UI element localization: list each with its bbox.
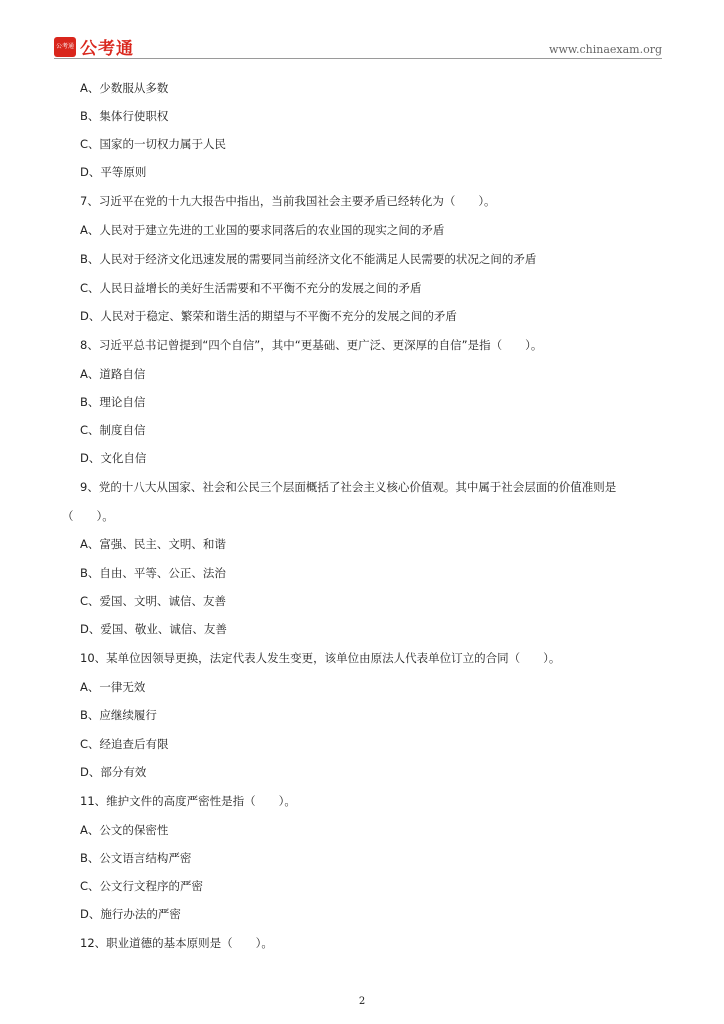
option-line: C、公文行文程序的严密 [80, 879, 204, 893]
option-line: C、经追查后有限 [80, 737, 169, 751]
option-line: D、文化自信 [80, 451, 147, 465]
page-number: 2 [358, 996, 366, 1007]
option-line: C、制度自信 [80, 423, 146, 437]
logo-text: 公考通 [80, 39, 134, 59]
question-line: 12、职业道德的基本原则是（ ）。 [80, 936, 273, 950]
option-line: B、公文语言结构严密 [80, 851, 192, 865]
page-header [54, 34, 662, 58]
option-line: C、人民日益增长的美好生活需要和不平衡不充分的发展之间的矛盾 [80, 281, 422, 295]
question-line-continued: （ ）。 [62, 509, 114, 523]
option-line: D、平等原则 [80, 165, 147, 179]
option-line: D、爱国、敬业、诚信、友善 [80, 622, 227, 636]
option-line: B、集体行使职权 [80, 109, 169, 123]
option-line: A、一律无效 [80, 680, 146, 694]
option-line: D、施行办法的严密 [80, 907, 181, 921]
option-line: A、人民对于建立先进的工业国的要求同落后的农业国的现实之间的矛盾 [80, 223, 445, 237]
question-line: 7、习近平在党的十九大报告中指出，当前我国社会主要矛盾已经转化为（ ）。 [80, 194, 496, 208]
logo-badge: 公考通 [54, 37, 76, 57]
option-line: A、少数服从多数 [80, 81, 169, 95]
option-line: B、应继续履行 [80, 708, 157, 722]
question-line: 8、习近平总书记曾提到“四个自信”，其中“更基础、更广泛、更深厚的自信”是指（ ）。 [80, 338, 543, 352]
option-line: A、富强、民主、文明、和谐 [80, 537, 226, 551]
logo [54, 34, 134, 59]
option-line: B、理论自信 [80, 395, 146, 409]
option-line: C、爱国、文明、诚信、友善 [80, 594, 227, 608]
question-line: 9、党的十八大从国家、社会和公民三个层面概括了社会主义核心价值观。其中属于社会层面的价值准则是 [80, 480, 617, 494]
option-line: B、人民对于经济文化迅速发展的需要同当前经济文化不能满足人民需要的状况之间的矛盾 [80, 252, 537, 266]
option-line: D、部分有效 [80, 765, 147, 779]
option-line: C、国家的一切权力属于人民 [80, 137, 227, 151]
option-line: A、公文的保密性 [80, 823, 169, 837]
option-line: A、道路自信 [80, 367, 146, 381]
header-divider [54, 58, 662, 59]
option-line: D、人民对于稳定、繁荣和谐生活的期望与不平衡不充分的发展之间的矛盾 [80, 309, 457, 323]
option-line: B、自由、平等、公正、法治 [80, 566, 226, 580]
question-line: 10、某单位因领导更换，法定代表人发生变更，该单位由原法人代表单位订立的合同（ ）。 [80, 651, 561, 665]
question-line: 11、维护文件的高度严密性是指（ ）。 [80, 794, 296, 808]
site-url: www.chinaexam.org [549, 43, 662, 56]
